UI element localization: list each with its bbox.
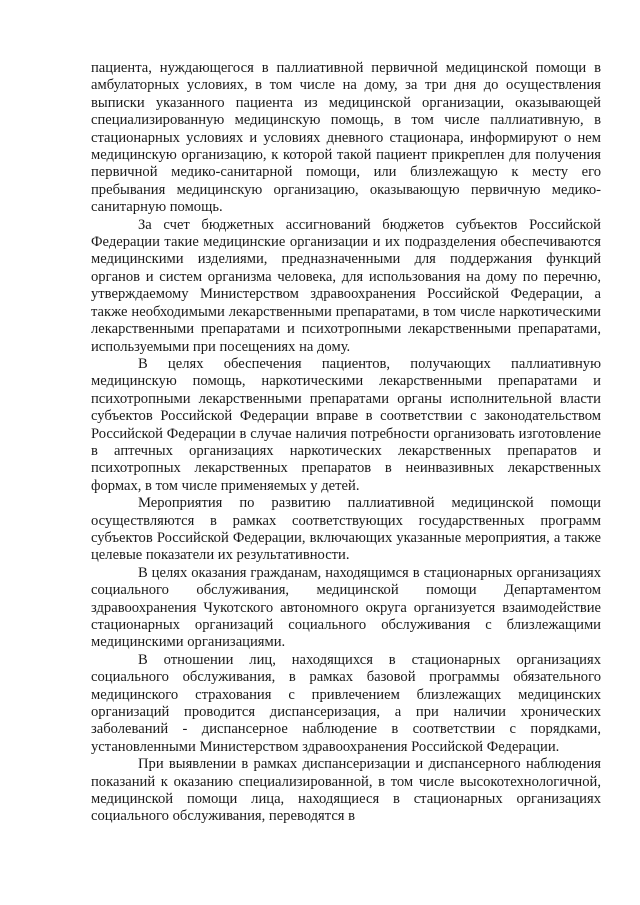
paragraph-development-measures: Мероприятия по развитию паллиативной медицинской помощи осуществляются в рамках соответствующих государственных программ субъектов Российской Федерации, включающих указанные мероприятия, а также целевые показатели их результативности. <box>91 495 601 564</box>
paragraph-continuation: пациента, нуждающегося в паллиативной первичной медицинской помощи в амбулаторных условиях, в том числе на дому, за три дня до осуществления выписки указанного пациента из медицинской организации, оказывающей специализированную медицинскую помощь, в том числе паллиативную, в стационарных условиях и условиях дневного стационара, информируют о нем медицинскую организацию, к которой такой пациент прикреплен для получения первичной медико-санитарной помощи, или близлежащую к месту его пребывания медицинскую организацию, оказывающую первичную медико-санитарную помощь. <box>91 60 601 216</box>
document-page <box>91 60 601 826</box>
paragraph-specialized-care-transfer: При выявлении в рамках диспансеризации и диспансерного наблюдения показаний к оказанию специализированной, в том числе высокотехнологичной, медицинской помощи лица, находящиеся в стационарных организациях социального обслуживания, переводятся в <box>91 756 601 825</box>
paragraph-social-service-interaction: В целях оказания гражданам, находящимся в стационарных организациях социального обслуживания, медицинской помощи Департаментом здравоохранения Чукотского автономного округа организуется взаимодействие стационарных организаций социального обслуживания с близлежащими медицинскими организациями. <box>91 564 601 651</box>
paragraph-budget-funding: За счет бюджетных ассигнований бюджетов субъектов Российской Федерации такие медицинские организации и их подразделения обеспечиваются медицинскими изделиями, предназначенными для поддержания функций органов и систем организма человека, для использования на дому по перечню, утверждаемому Министерством здравоохранения Российской Федерации, а также необходимыми лекарственными препаратами, в том числе наркотическими лекарственными препаратами и психотропными лекарственными препаратами, используемыми при посещениях на дому. <box>91 216 601 355</box>
paragraph-narcotic-provision: В целях обеспечения пациентов, получающих паллиативную медицинскую помощь, наркотическими лекарственными препаратами и психотропными лекарственными препаратами органы исполнительной власти субъектов Российской Федерации вправе в соответствии с законодательством Российской Федерации в случае наличия потребности организовать изготовление в аптечных организациях наркотических лекарственных препаратов и психотропных лекарственных препаратов в неинвазивных лекарственных формах, в том числе применяемых у детей. <box>91 355 601 494</box>
paragraph-dispensarization: В отношении лиц, находящихся в стационарных организациях социального обслуживания, в рамках базовой программы обязательного медицинского страхования с привлечением близлежащих медицинских организаций проводится диспансеризация, а при наличии хронических заболеваний - диспансерное наблюдение в соответствии с порядками, установленными Министерством здравоохранения Российской Федерации. <box>91 651 601 755</box>
